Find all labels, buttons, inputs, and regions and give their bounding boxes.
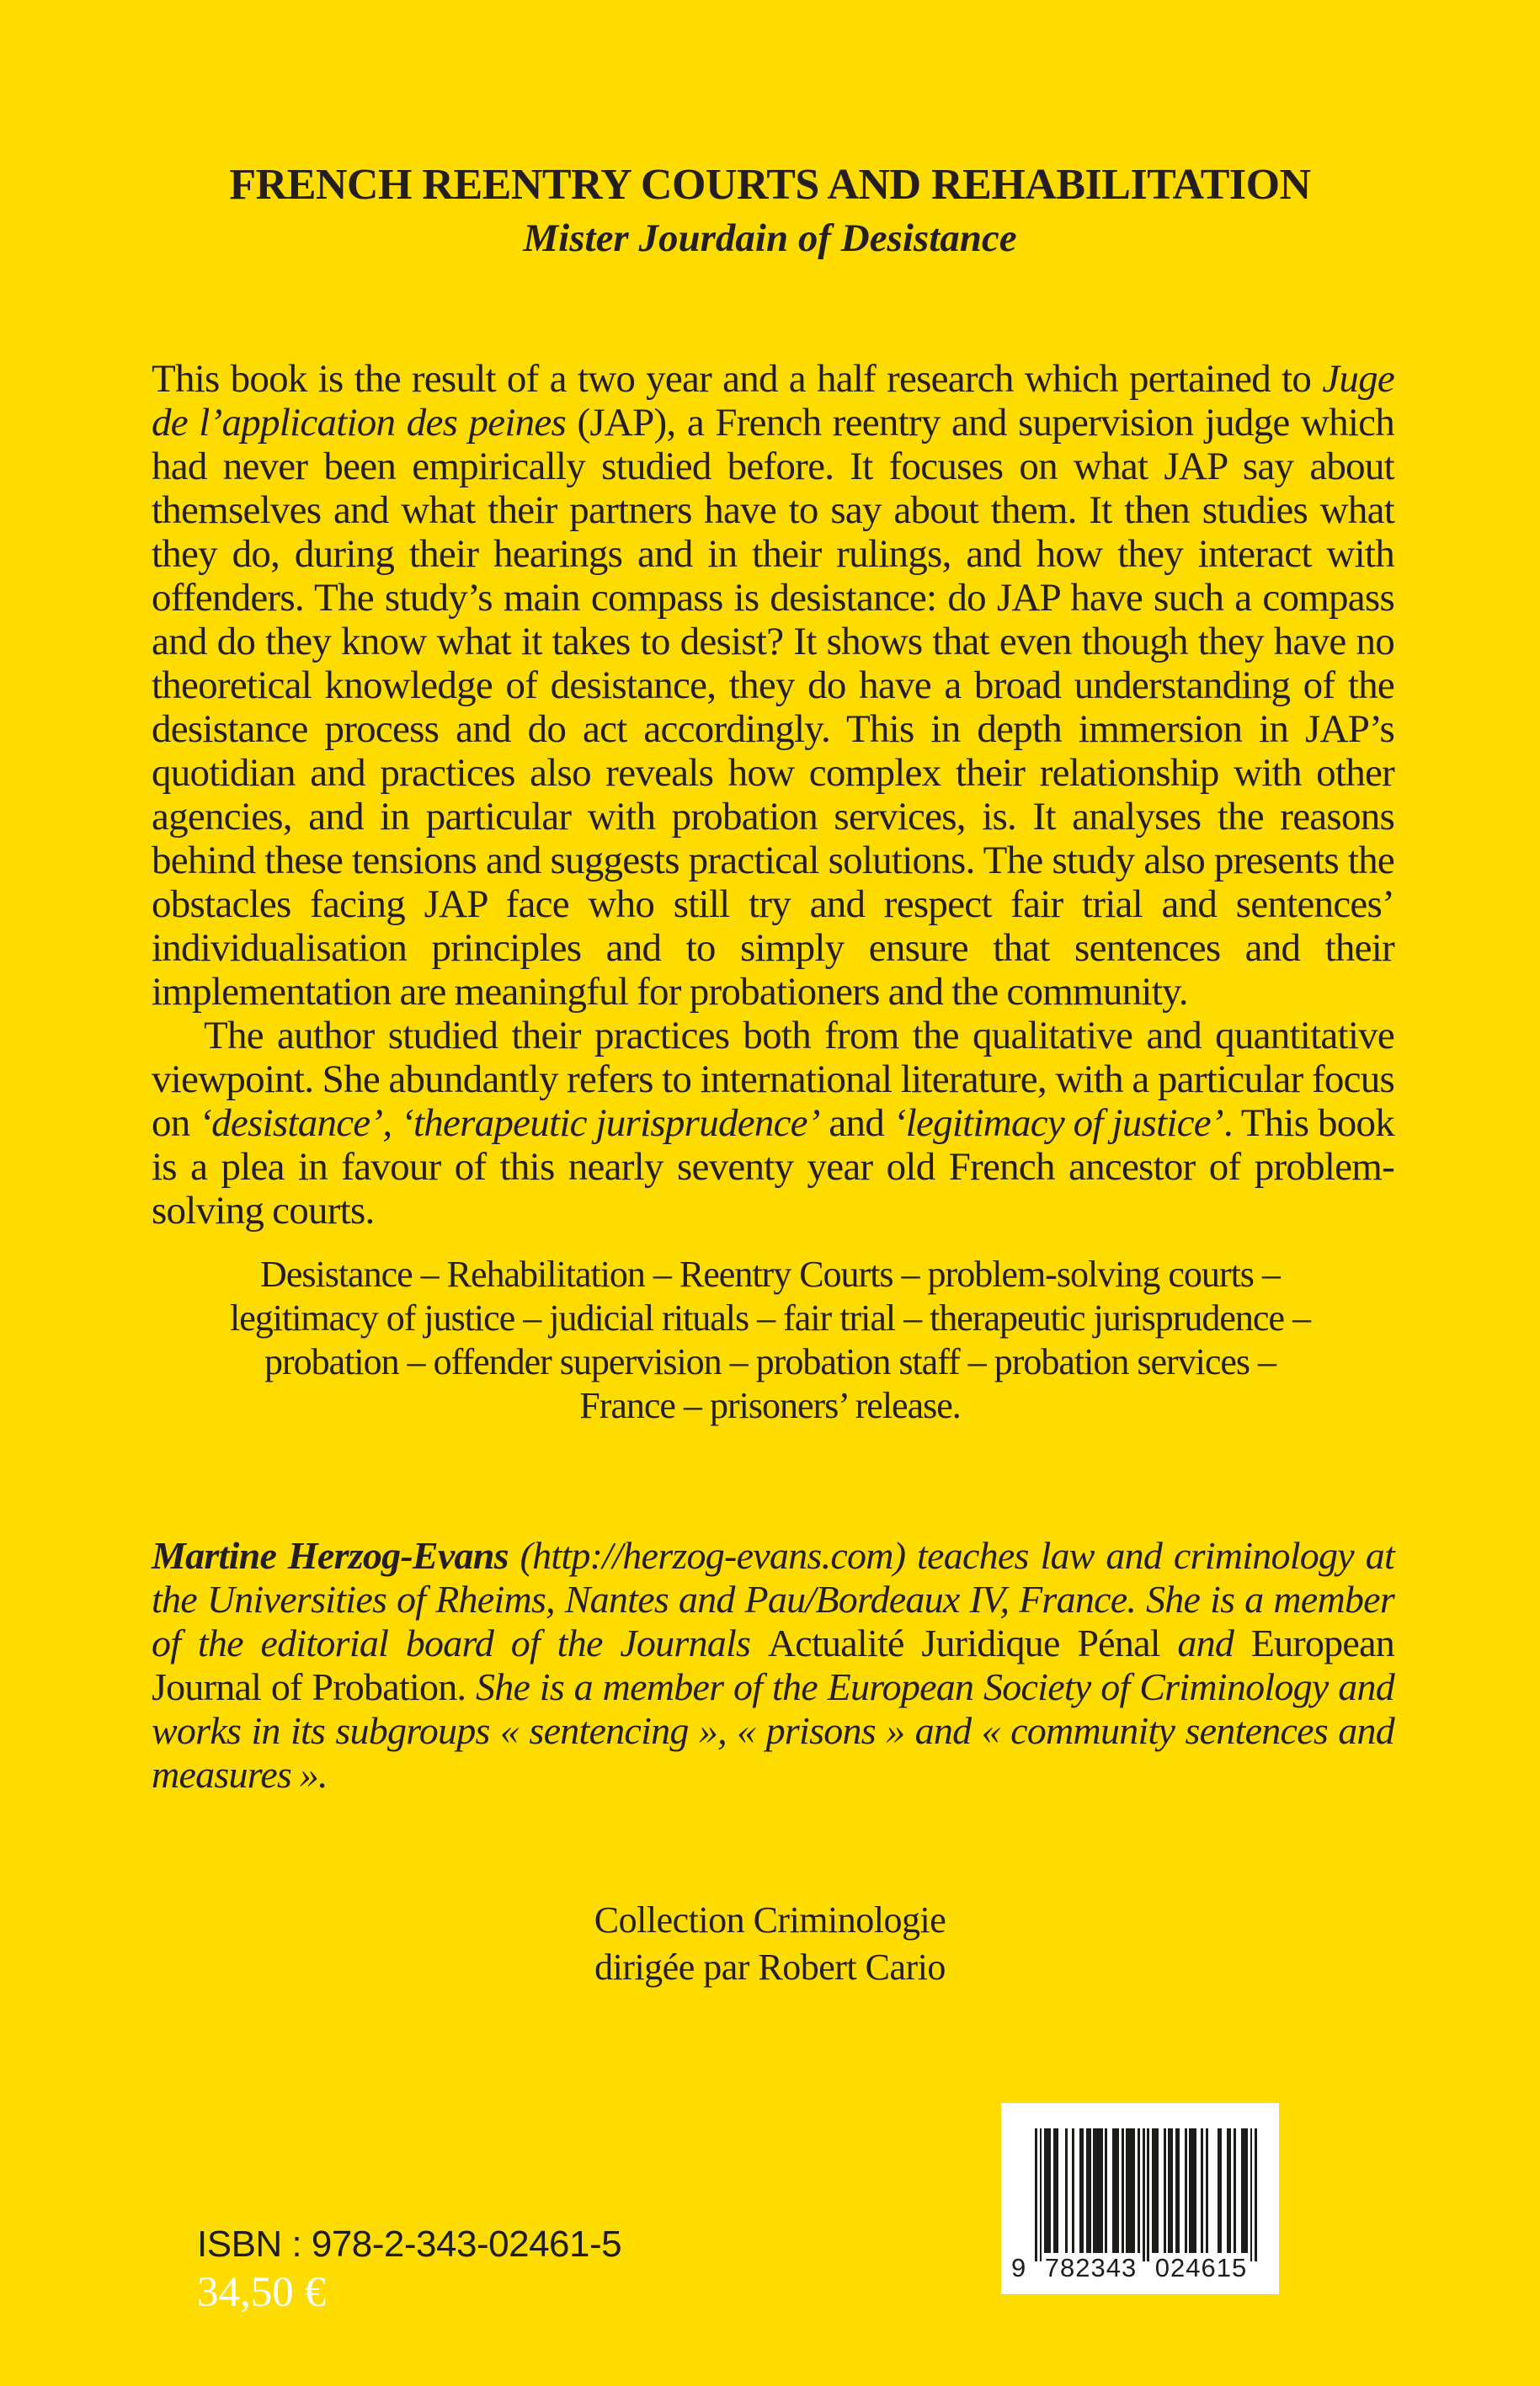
barcode-bar	[1250, 2128, 1253, 2261]
text-segment: This book is the result of a two year and a half research which pertained to	[152, 357, 1323, 401]
barcode-bar	[1122, 2128, 1124, 2253]
text-segment: European Journal of Probation.	[152, 1622, 1395, 1708]
collection-director: dirigée par Robert Cario	[594, 1947, 946, 1988]
barcode-bar	[1175, 2128, 1180, 2253]
isbn-text: ISBN : 978-2-343-02461-5	[197, 2224, 622, 2265]
barcode-bar	[1185, 2128, 1187, 2253]
barcode-bar	[1164, 2128, 1166, 2253]
keywords-line: probation – offender supervision – probation staff – probation services –	[264, 1341, 1276, 1382]
text-segment: ‘desistance’, ‘therapeutic jurisprudence’	[199, 1101, 820, 1145]
barcode-bar	[1189, 2128, 1196, 2253]
barcode-bar	[1040, 2128, 1042, 2261]
barcode-bar	[1168, 2128, 1173, 2253]
collection-name: Collection Criminologie	[594, 1899, 946, 1941]
barcode-bar	[1206, 2128, 1208, 2253]
keywords-line: legitimacy of justice – judicial rituals – fair trial – therapeutic jurisprudence –	[230, 1297, 1310, 1339]
barcode-bar	[1152, 2128, 1159, 2253]
text-segment: Juge de l’application des peines	[152, 357, 1394, 445]
barcode-bar	[1143, 2128, 1145, 2261]
text-segment: The author studied their practices both from the qualitative and quantitative viewpoint. She abundantly refers to international literature, with a particular focus on	[152, 1014, 1394, 1145]
barcode-digits-left: 782343	[1044, 2253, 1138, 2282]
barcode-bar	[1044, 2128, 1051, 2253]
synopsis-paragraph-1	[152, 357, 1394, 1014]
book-title: FRENCH REENTRY COURTS AND REHABILITATION	[229, 161, 1311, 209]
barcode	[1001, 2103, 1279, 2294]
barcode-bars	[1035, 2128, 1257, 2261]
barcode-bar	[1086, 2128, 1091, 2253]
synopsis	[152, 357, 1394, 1233]
barcode-digit-first: 9	[1011, 2253, 1027, 2282]
barcode-bar	[1079, 2128, 1084, 2253]
barcode-bar	[1227, 2128, 1232, 2253]
keywords-line: Desistance – Rehabilitation – Reentry Courts – problem-solving courts –	[260, 1254, 1280, 1295]
barcode-bar	[1138, 2128, 1140, 2253]
barcode-bar	[1147, 2128, 1149, 2261]
barcode-bar	[1105, 2128, 1107, 2253]
keywords-line: France – prisoners’ release.	[579, 1385, 961, 1426]
text-segment: and	[819, 1101, 893, 1145]
book-subtitle: Mister Jourdain of Desistance	[523, 216, 1017, 260]
text-segment: ‘legitimacy of justice’	[893, 1101, 1223, 1145]
barcode-bar	[1112, 2128, 1119, 2253]
barcode-bar	[1218, 2128, 1223, 2253]
barcode-bar	[1035, 2128, 1037, 2261]
barcode-bar	[1255, 2128, 1257, 2261]
text-segment: (JAP), a French reentry and supervision judge which had never been empirically studied before. It focuses on what JAP say about themselves and what their partners have to say about them. It then studies what they do, during their hearings and in their rulings, and how they interact with offenders. The study’s main compass is desistance: do JAP have such a compass and do they know what it takes to desist? It shows that even though they have no theoretical knowledge of desistance, they do have a broad understanding of the desistance process and do act accordingly. This in depth immersion in JAP’s quotidian and practices also reveals how complex their relationship with other agencies, and in particular with probation services, is. It analyses the reasons behind these tensions and suggests practical solutions. The study also presents the obstacles facing JAP face who still try and respect fair trial and sentences’ individualisation principles and to simply ensure that sentences and their implementation are meaningful for probationers and the community.	[152, 401, 1395, 1014]
barcode-bar	[1093, 2128, 1102, 2253]
text-segment: Actualité Juridique Pénal	[767, 1622, 1160, 1664]
text-segment: (http://herzog-evans.com) teaches law and criminology at the Universities of Rheims, Nantes and Pau/Bordeaux IV, France. She is a member of the editorial board of the Journals	[152, 1534, 1395, 1664]
barcode-bar	[1241, 2128, 1248, 2253]
barcode-bar	[1053, 2128, 1058, 2253]
collection-block	[0, 1897, 1540, 1991]
synopsis-paragraph-2	[152, 1014, 1394, 1233]
text-segment: . This book is a plea in favour of this nearly seventy year old French ancestor of problem-solving courts.	[152, 1101, 1394, 1233]
author-bio	[152, 1534, 1394, 1797]
barcode-bar	[1234, 2128, 1236, 2253]
barcode-bar	[1126, 2128, 1135, 2253]
barcode-bar	[1201, 2128, 1203, 2253]
text-segment: She is a member of the European Society of Criminology and works in its subgroups « sentencing », « prisons » and « community sentences and measures ».	[152, 1665, 1394, 1796]
barcode-bar	[1072, 2128, 1074, 2253]
text-segment: Martine Herzog-Evans	[152, 1534, 509, 1577]
text-segment: and	[1159, 1622, 1251, 1664]
keywords-block	[0, 1253, 1540, 1428]
price-text: 34,50 €	[197, 2269, 326, 2316]
barcode-digits-right: 024615	[1154, 2253, 1248, 2282]
barcode-bar	[1065, 2128, 1068, 2253]
